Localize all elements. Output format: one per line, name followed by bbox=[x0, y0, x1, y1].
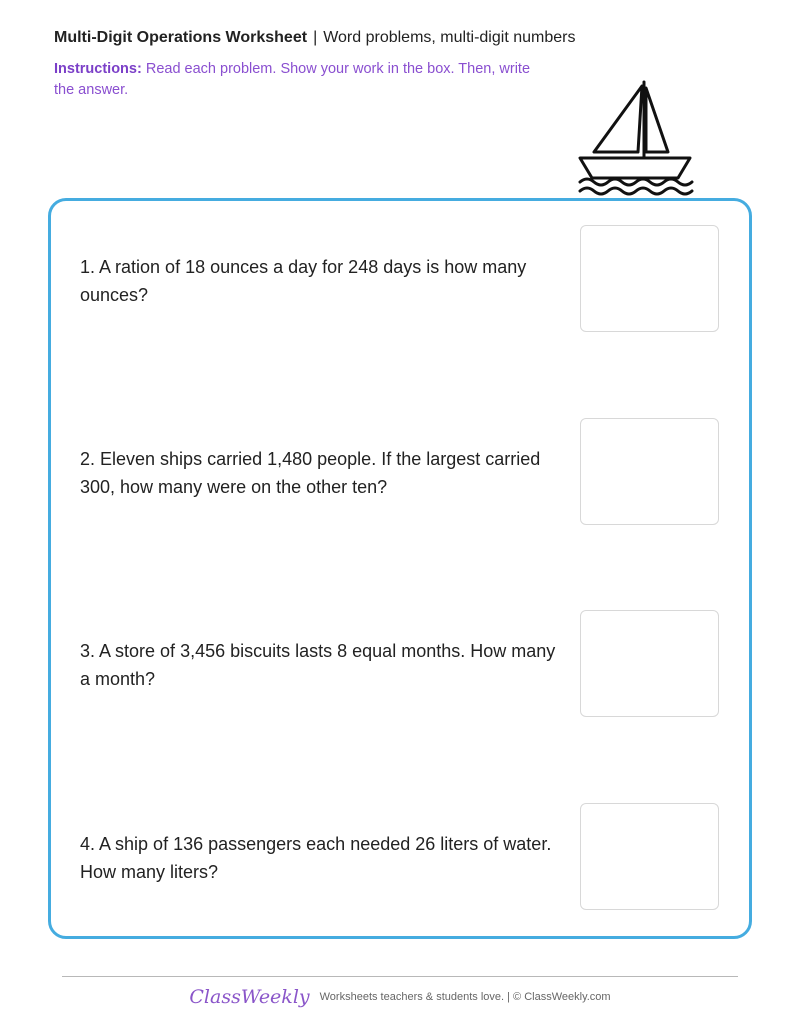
worksheet-title: Multi-Digit Operations Worksheet bbox=[54, 29, 308, 46]
worksheet-header bbox=[54, 28, 575, 48]
brand-logo: ClassWeekly bbox=[189, 986, 310, 1008]
instructions-label: Instructions: bbox=[54, 61, 142, 77]
problem-3: 3. A store of 3,456 biscuits lasts 8 equal months. How many a month? bbox=[80, 641, 556, 689]
answer-box-3[interactable] bbox=[580, 610, 719, 717]
answer-box-4[interactable] bbox=[580, 803, 719, 910]
problem-4: 4. A ship of 136 passengers each needed 26 liters of water. How many liters? bbox=[80, 834, 552, 882]
problem-2: 2. Eleven ships carried 1,480 people. If the largest carried 300, how many were on the other ten? bbox=[80, 449, 541, 497]
footer-tagline: Worksheets teachers & students love. | © ClassWeekly.com bbox=[319, 991, 611, 1003]
problem-1: 1. A ration of 18 ounces a day for 248 days is how many ounces? bbox=[80, 257, 527, 305]
worksheet-subtitle: Word problems, multi-digit numbers bbox=[323, 29, 576, 46]
instructions bbox=[54, 59, 544, 101]
answer-box-2[interactable] bbox=[580, 418, 719, 525]
footer-divider bbox=[62, 976, 738, 977]
footer bbox=[0, 986, 800, 1008]
instructions-text: Read each problem. Show your work in the box. Then, write the answer. bbox=[54, 61, 531, 98]
header-separator: | bbox=[313, 29, 318, 46]
answer-box-1[interactable] bbox=[580, 225, 719, 332]
sailboat-icon bbox=[574, 78, 696, 196]
